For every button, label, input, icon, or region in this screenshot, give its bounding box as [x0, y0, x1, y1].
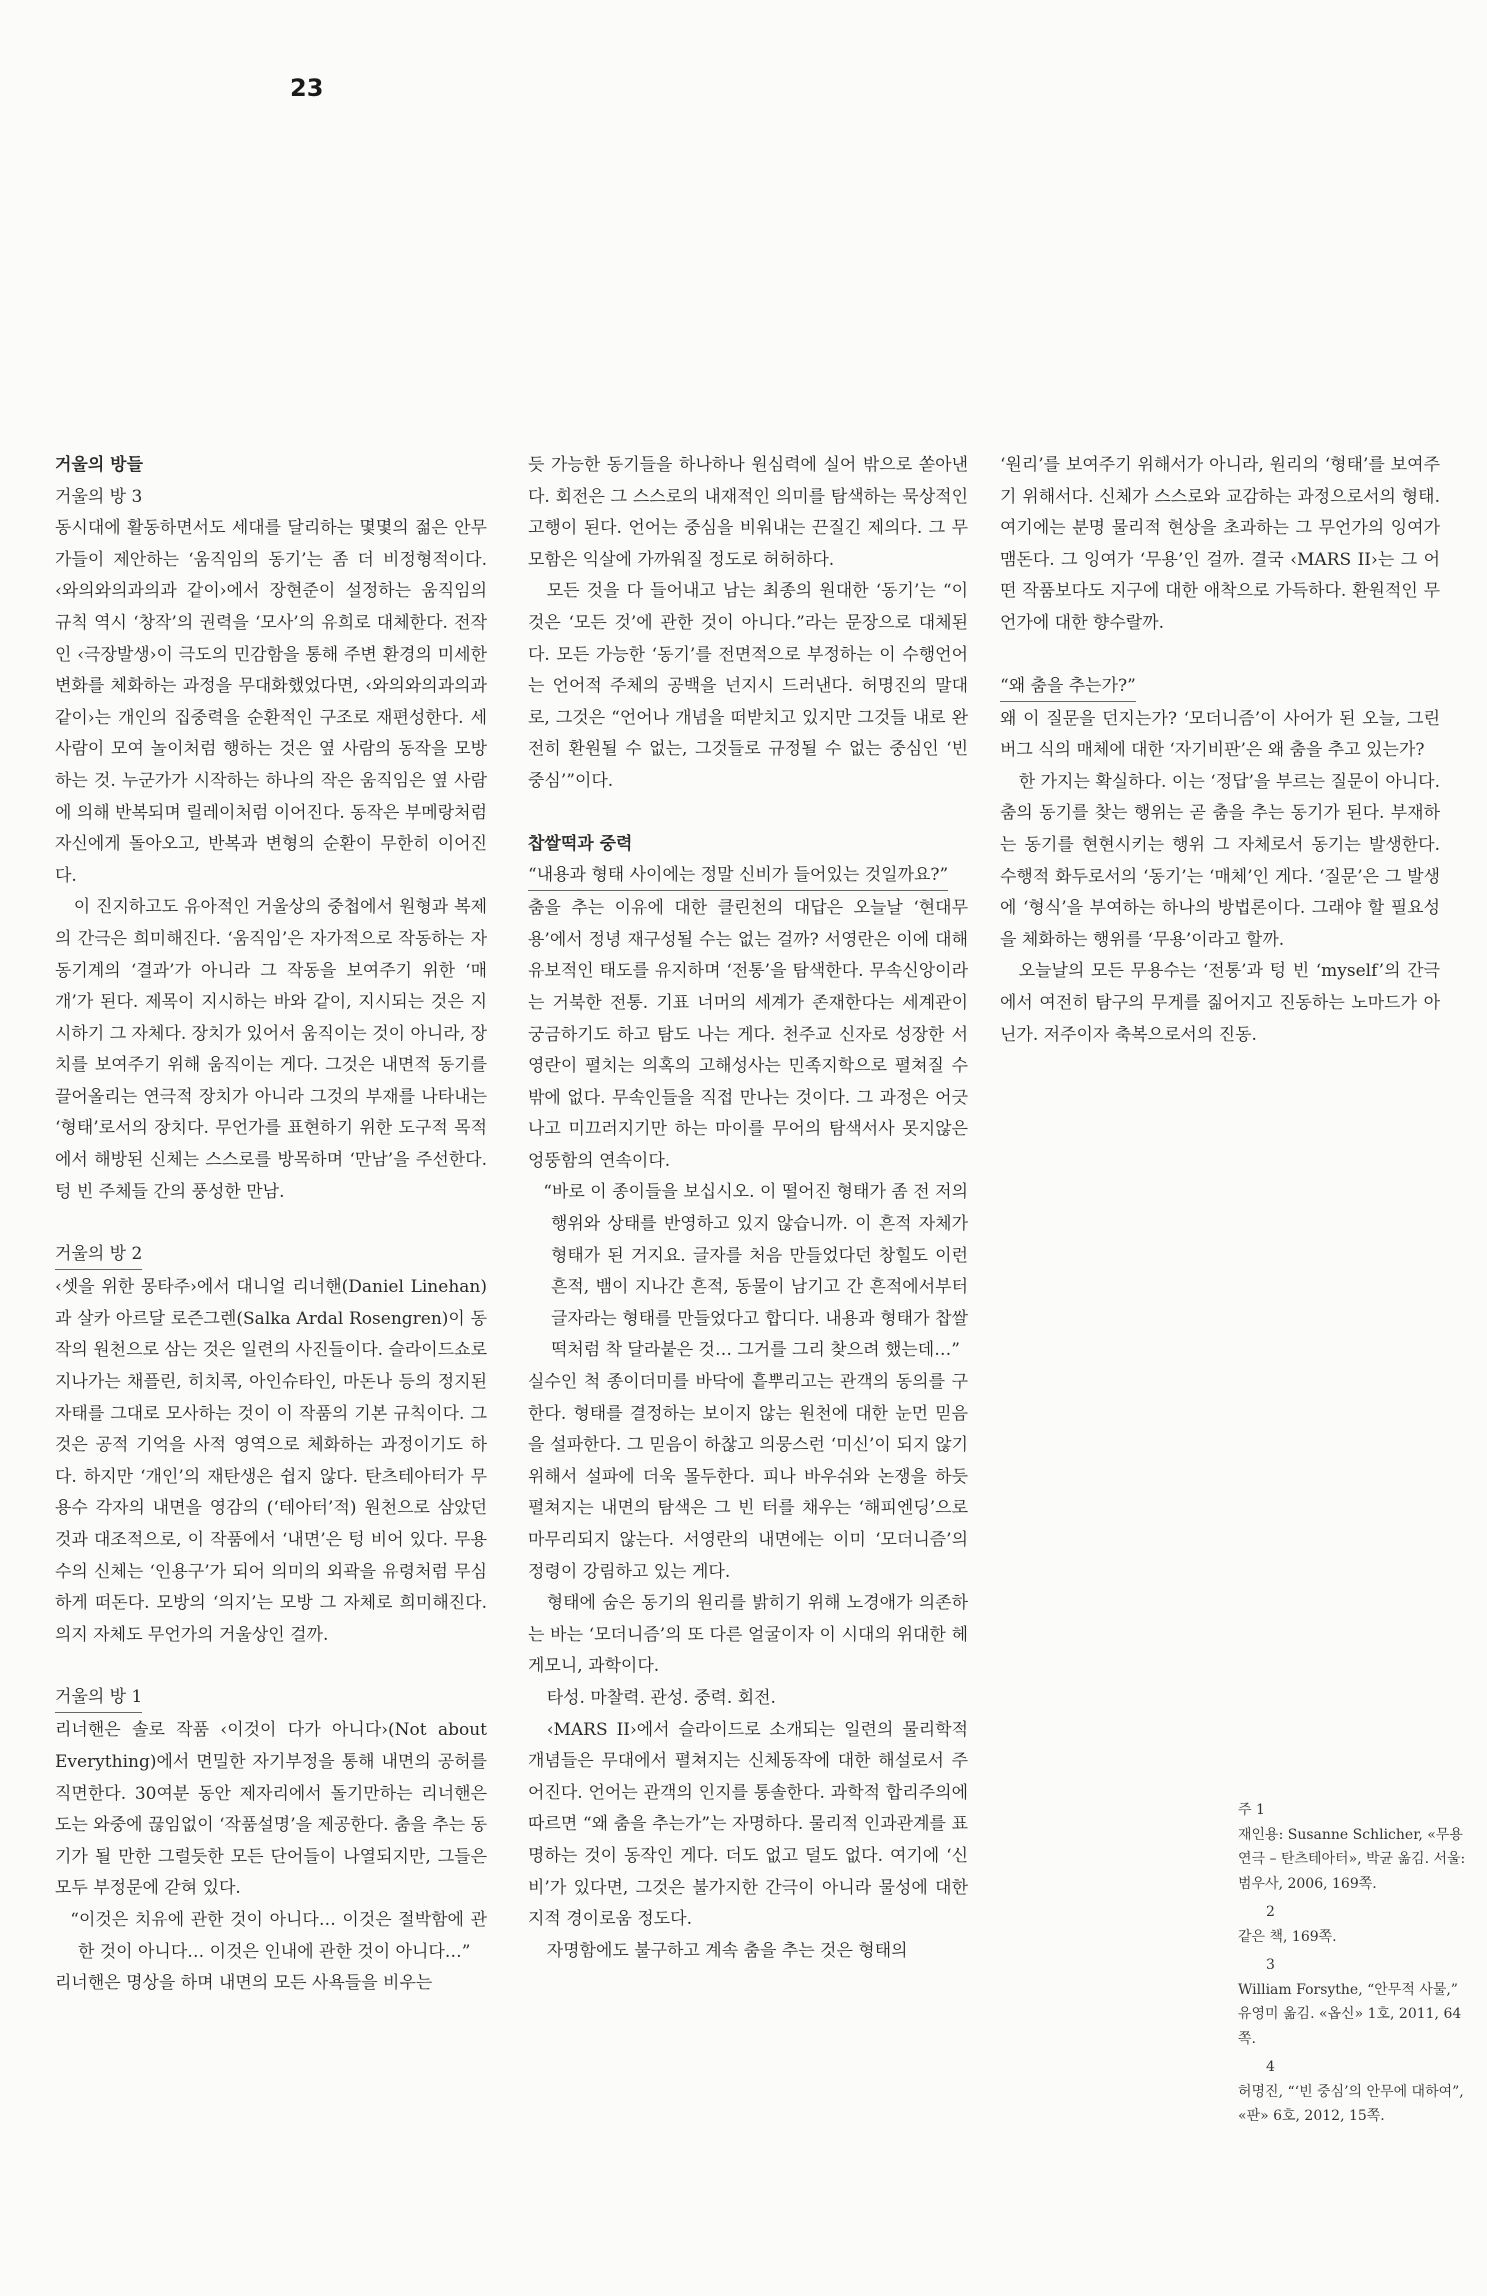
col2-paragraph-4: 실수인 척 종이더미를 바닥에 흩뿌리고는 관객의 동의를 구한다. 형태를 결정하는 보이지 않는 원천에 대한 눈먼 믿음을 설파한다. 그 믿음이 하찮고 의뭉스런 ‘미신’이 되지 않기 위해서 설파에 더욱 몰두한다. 피나 바우쉬와 논쟁을 하듯 펼쳐지는 내면의 탐색은 그 빈 터를 채우는 ‘해피엔딩’으로 마무리되지 않는다. 서영란의 내면에는 이미 ‘모더니즘’의 정령이 강림하고 있는 게다.: [528, 1372, 968, 1582]
room2-paragraph-1: ‹셋을 위한 몽타주›에서 대니얼 리너핸(Daniel Linehan)과 살카 아르달 로즌그렌(Salka Ardal Rosengren)이 동작의 원천으로 삼는 것은 일련의 사진들이다. 슬라이드쇼로 지나가는 채플린, 히치콕, 아인슈타인, 마돈나 등의 정지된 자태를 그대로 모사하는 것이 이 작품의 기본 규칙이다. 그것은 공적 기억을 사적 영역으로 체화하는 과정이기도 하다. 하지만 ‘개인’의 재탄생은 쉽지 않다. 탄츠테아터가 무용수 각자의 내면을 영감의 (‘테아터’적) 원천으로 삼았던 것과 대조적으로, 이 작품에서 ‘내면’은 텅 비어 있다. 무용수의 신체는 ‘인용구’가 되어 의미의 외곽을 유령처럼 무심하게 떠돈다. 모방의 ‘의지’는 모방 그 자체로 희미해진다. 의지 자체도 무언가의 거울상인 걸까.: [55, 1277, 487, 1645]
section-title-mirror-rooms: 거울의 방들: [55, 455, 144, 475]
section-title-rice-cake: 찹쌀떡과 중력: [528, 833, 633, 854]
room3-paragraph-1: 동시대에 활동하면서도 세대를 달리하는 몇몇의 젊은 안무가들이 제안하는 ‘움직임의 동기’는 좀 더 비정형적이다. ‹와의와의과의과 같이›에서 장현준이 설정하는 움직임의 규칙 역시 ‘창작’의 권력을 ‘모사’의 유희로 대체한다. 전작인 ‹극장발생›이 극도의 민감함을 통해 주변 환경의 미세한 변화를 체화하는 과정을 무대화했었다면, ‹와의와의과의과 같이›는 개인의 집중력을 순환적인 구조로 재편성한다. 세 사람이 모여 놀이처럼 행하는 것은 옆 사람의 동작을 모방하는 것. 누군가가 시작하는 하나의 작은 움직임은 옆 사람에 의해 반복되며 릴레이처럼 이어진다. 동작은 부메랑처럼 자신에게 돌아오고, 반복과 변형의 순환이 무한히 이어진다.: [55, 518, 487, 886]
page-number: 23: [290, 74, 324, 102]
footnotes: [1238, 1798, 1466, 2133]
col2-paragraph-1: 듯 가능한 동기들을 하나하나 원심력에 실어 밖으로 쏟아낸다. 회전은 그 스스로의 내재적인 의미를 탐색하는 묵상적인 고행이 된다. 언어는 중심을 비워내는 끈질긴 제의다. 그 무모함은 익살에 가까워질 정도로 허허하다.: [528, 455, 968, 570]
footnote-text: 허명진, “‘빈 중심’의 안무에 대하여”, «판» 6호, 2012, 15쪽.: [1238, 2083, 1464, 2124]
col2-quote: “바로 이 종이들을 보십시오. 이 떨어진 형태가 좀 전 저의 행위와 상태를 반영하고 있지 않습니까. 이 흔적 자체가 형태가 된 거지요. 글자를 처음 만들었다던 창힐도 이런 흔적, 뱀이 지나간 흔적, 동물이 남기고 간 흔적에서부터 글자라는 형태를 만들었다고 합디다. 내용과 형태가 찹쌀떡처럼 착 달라붙은 것… 그거를 그리 찾으려 했는데…”: [543, 1182, 968, 1361]
room1-quote: “이것은 치유에 관한 것이 아니다… 이것은 절박함에 관한 것이 아니다… 이것은 인내에 관한 것이 아니다…”: [70, 1909, 487, 1962]
footnote-number: 주 1: [1238, 1802, 1265, 1818]
col2-paragraph-7: ‹MARS II›에서 슬라이드로 소개되는 일련의 물리학적 개념들은 무대에서 펼쳐지는 신체동작에 대한 해설로서 주어진다. 언어는 관객의 인지를 통솔한다. 과학적 합리주의에 따르면 “왜 춤을 추는가”는 자명하다. 물리적 인과관계를 표명하는 것이 동작인 게다. 더도 없고 덜도 없다. 여기에 ‘신비’가 있다면, 그것은 불가지한 간극이 아니라 물성에 대한 지적 경이로움 정도다.: [528, 1719, 968, 1930]
col2-subtitle-question: “내용과 형태 사이에는 정말 신비가 들어있는 것일까요?”: [528, 860, 948, 891]
col2-paragraph-8: 자명함에도 불구하고 계속 춤을 추는 것은 형태의: [546, 1940, 908, 1961]
footnote-number: 2: [1266, 1904, 1275, 1920]
room1-paragraph-1: 리너핸은 솔로 작품 ‹이것이 다가 아니다›(Not about Everything)에서 면밀한 자기부정을 통해 내면의 공허를 직면한다. 30여분 동안 제자리에서 돌기만하는 리너핸은 도는 와중에 끊임없이 ‘작품설명’을 제공한다. 춤을 추는 동기가 될 만한 그럴듯한 모든 단어들이 나열되지만, 그들은 모두 부정문에 갇혀 있다.: [55, 1720, 487, 1899]
col2-paragraph-6: 타성. 마찰력. 관성. 중력. 회전.: [546, 1687, 776, 1708]
footnote-text: 재인용: Susanne Schlicher, «무용연극 – 탄츠테아터», 박균 옮김. 서울: 범우사, 2006, 169쪽.: [1238, 1826, 1466, 1892]
text-column-2: [528, 450, 968, 1967]
col2-paragraph-3: 춤을 추는 이유에 대한 클린천의 대답은 오늘날 ‘현대무용’에서 정녕 재구성될 수는 없는 걸까? 서영란은 이에 대해 유보적인 태도를 유지하며 ‘전통’을 탐색한다. 무속신앙이라는 거북한 전통. 기표 너머의 세계가 존재한다는 세계관이 궁금하기도 하고 탐도 나는 게다. 천주교 신자로 성장한 서영란이 펼치는 의혹의 고해성사는 민족지학으로 펼쳐질 수밖에 없다. 무속인들을 직접 만나는 것이다. 그 과정은 어긋나고 미끄러지기만 하는 마이를 무어의 탐색서사 못지않은 엉뚱함의 연속이다.: [528, 898, 968, 1171]
col3-paragraph-4: 오늘날의 모든 무용수는 ‘전통’과 텅 빈 ‘myself’의 간극에서 여전히 탐구의 무게를 짊어지고 진동하는 노마드가 아닌가. 저주이자 축복으로서의 진동.: [1000, 961, 1440, 1045]
col2-paragraph-2: 모든 것을 다 들어내고 남는 최종의 원대한 ‘동기’는 “이것은 ‘모든 것’에 관한 것이 아니다.”라는 문장으로 대체된다. 모든 가능한 ‘동기’를 전면적으로 부정하는 이 수행언어는 언어적 주체의 공백을 넌지시 드러낸다. 허명진의 말대로, 그것은 “언어나 개념을 떠받치고 있지만 그것들 내로 완전히 환원될 수 없는, 그것들로 규정될 수 없는 중심인 ‘빈 중심’”이다.: [528, 581, 968, 791]
col3-subtitle-why-dance: “왜 춤을 추는가?”: [1000, 671, 1136, 702]
col2-paragraph-5: 형태에 숨은 동기의 원리를 밝히기 위해 노경애가 의존하는 바는 ‘모더니즘’의 또 다른 얼굴이자 이 시대의 위대한 헤게모니, 과학이다.: [528, 1593, 968, 1677]
room2-heading: 거울의 방 2: [55, 1239, 142, 1270]
room3-paragraph-2: 이 진지하고도 유아적인 거울상의 중첩에서 원형과 복제의 간극은 희미해진다. ‘움직임’은 자가적으로 작동하는 자동기계의 ‘결과’가 아니라 그 작동을 보여주기 위한 ‘매개’가 된다. 제목이 지시하는 바와 같이, 지시되는 것은 지시하기 그 자체다. 장치가 있어서 움직이는 것이 아니라, 장치를 보여주기 위해 움직이는 게다. 그것은 내면적 동기를 끌어올리는 연극적 장치가 아니라 그것의 부재를 나타내는 ‘형태’로서의 장치다. 무언가를 표현하기 위한 도구적 목적에서 해방된 신체는 스스로를 방목하며 ‘만남’을 주선한다. 텅 빈 주체들 간의 풍성한 만남.: [55, 897, 487, 1202]
room1-heading: 거울의 방 1: [55, 1682, 142, 1713]
text-column-1: [55, 450, 487, 2000]
footnote-number: 3: [1266, 1957, 1275, 1973]
text-column-3: [1000, 450, 1440, 1051]
col3-paragraph-3: 한 가지는 확실하다. 이는 ‘정답’을 부르는 질문이 아니다. 춤의 동기를 찾는 행위는 곧 춤을 추는 동기가 된다. 부재하는 동기를 현현시키는 행위 그 자체로서 동기는 발생한다. 수행적 화두로서의 ‘동기’는 ‘매체’인 게다. ‘질문’은 그 발생에 ‘형식’을 부여하는 하나의 방법론이다. 그래야 할 필요성을 체화하는 행위를 ‘무용’이라고 할까.: [1000, 771, 1440, 950]
col3-paragraph-2: 왜 이 질문을 던지는가? ‘모더니즘’이 사어가 된 오늘, 그린버그 식의 매체에 대한 ‘자기비판’은 왜 춤을 추고 있는가?: [1000, 708, 1440, 761]
footnote-text: William Forsythe, “안무적 사물,” 유영미 옮김. «옵신» 1호, 2011, 64쪽.: [1238, 1981, 1462, 2047]
room3-heading: 거울의 방 3: [55, 486, 143, 507]
col3-paragraph-1: ‘원리’를 보여주기 위해서가 아니라, 원리의 ‘형태’를 보여주기 위해서다. 신체가 스스로와 교감하는 과정으로서의 형태. 여기에는 분명 물리적 현상을 초과하는 그 무언가의 잉여가 맴돈다. 그 잉여가 ‘무용’인 걸까. 결국 ‹MARS II›는 그 어떤 작품보다도 지구에 대한 애착으로 가득하다. 환원적인 무언가에 대한 향수랄까.: [1000, 455, 1440, 633]
footnote-text: 같은 책, 169쪽.: [1238, 1928, 1337, 1945]
footnote-number: 4: [1266, 2059, 1275, 2075]
room1-paragraph-2: 리너핸은 명상을 하며 내면의 모든 사욕들을 비우는: [55, 1973, 433, 1994]
